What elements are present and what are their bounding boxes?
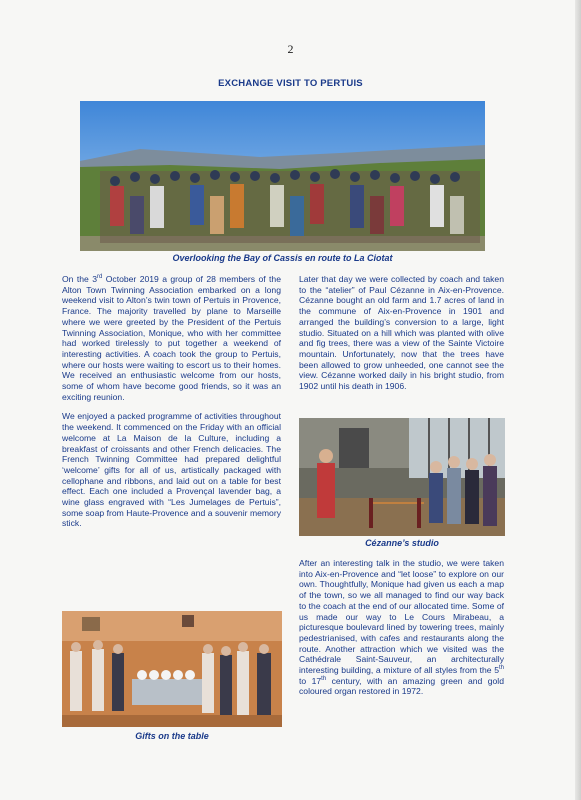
studio-photo bbox=[299, 418, 505, 536]
gifts-photo-image bbox=[62, 611, 282, 727]
article-title: EXCHANGE VISIT TO PERTUIS bbox=[218, 78, 363, 89]
paragraph-aix: After an interesting talk in the studio, we were taken into Aix-en-Provence and “let loose” to explore on our own. Thoughtfully, Monique had given us each a map of the town, so we all managed to find our way back to the coach at the end of our allocated time. Some of us made our way to Le Cours Mirabeau, a picturesque boulevard lined by towering trees, mainly pedestrianised, with cafes and restaurants along the route. Another attraction which we visited was the Cathédrale Saint-Sauveur, an architecturally interesting building, a mixture of all styles from the 5th to 17th century, with an amazing green and gold coloured organ restored in 1972. bbox=[299, 558, 504, 697]
page-edge bbox=[575, 0, 581, 800]
studio-photo-caption: Cézanne’s studio bbox=[365, 538, 439, 548]
left-column bbox=[62, 274, 281, 538]
studio-photo-image bbox=[299, 418, 505, 536]
gifts-photo bbox=[62, 611, 282, 727]
page-number: 2 bbox=[287, 42, 294, 56]
paragraph-cezanne: Later that day we were collected by coach and taken to the “atelier” of Paul Cézanne in Aix-en-Provence. Cézanne bought an old farm and 1.7 acres of land in the commune of Aix-en-Provence in 1901 and arranged the building’s conversion to a large, light studio. Situated on a hill which was planted with olive and fig trees, there was a view of the Sainte Victoire mountain. Unfortunately, now that the trees have been allowed to grow unheeded, one cannot see the view. Cézanne worked daily in his bright studio, from 1902 until his death in 1906. bbox=[299, 274, 504, 392]
right-column-bottom bbox=[299, 558, 504, 706]
group-photo-caption: Overlooking the Bay of Cassis en route to La Ciotat bbox=[172, 253, 393, 263]
group-photo-bay-of-cassis bbox=[80, 101, 485, 251]
paragraph-arrival: On the 3rd October 2019 a group of 28 members of the Alton Town Twinning Association embarked on a long weekend visit to Alton’s twin town of Pertuis in Provence, France. The majority travelled by plane to Marseille where we were greeted by the President of the Pertuis Twinning Association, Monique, who with her committee had worked tirelessly to put together a weekend of interesting activities. A coach took the group to Pertuis, where our hosts were waiting to escort us to their homes. We received an enthusiastic welcome from our hosts, some of whom have become good friends, so it was an exciting reunion. bbox=[62, 274, 281, 402]
paragraph-programme: We enjoyed a packed programme of activities throughout the weekend. It commenced on the Friday with an official welcome at La Maison de la Culture, including a breakfast of croissants and other French delicacies. The French Twinning Committee had prepared delightful ‘welcome’ gifts for all of us, artistically packaged with cellophane and ribbons, and laid out on a table for best effect. Each one included a Provençal lavender bag, a wine glass engraved with “Les Jumelages de Pertuis”, some soap from Haute-Provence and a souvenir memory stick. bbox=[62, 411, 281, 529]
group-photo-image bbox=[80, 101, 485, 251]
right-column-top bbox=[299, 274, 504, 401]
gifts-photo-caption: Gifts on the table bbox=[135, 731, 209, 741]
